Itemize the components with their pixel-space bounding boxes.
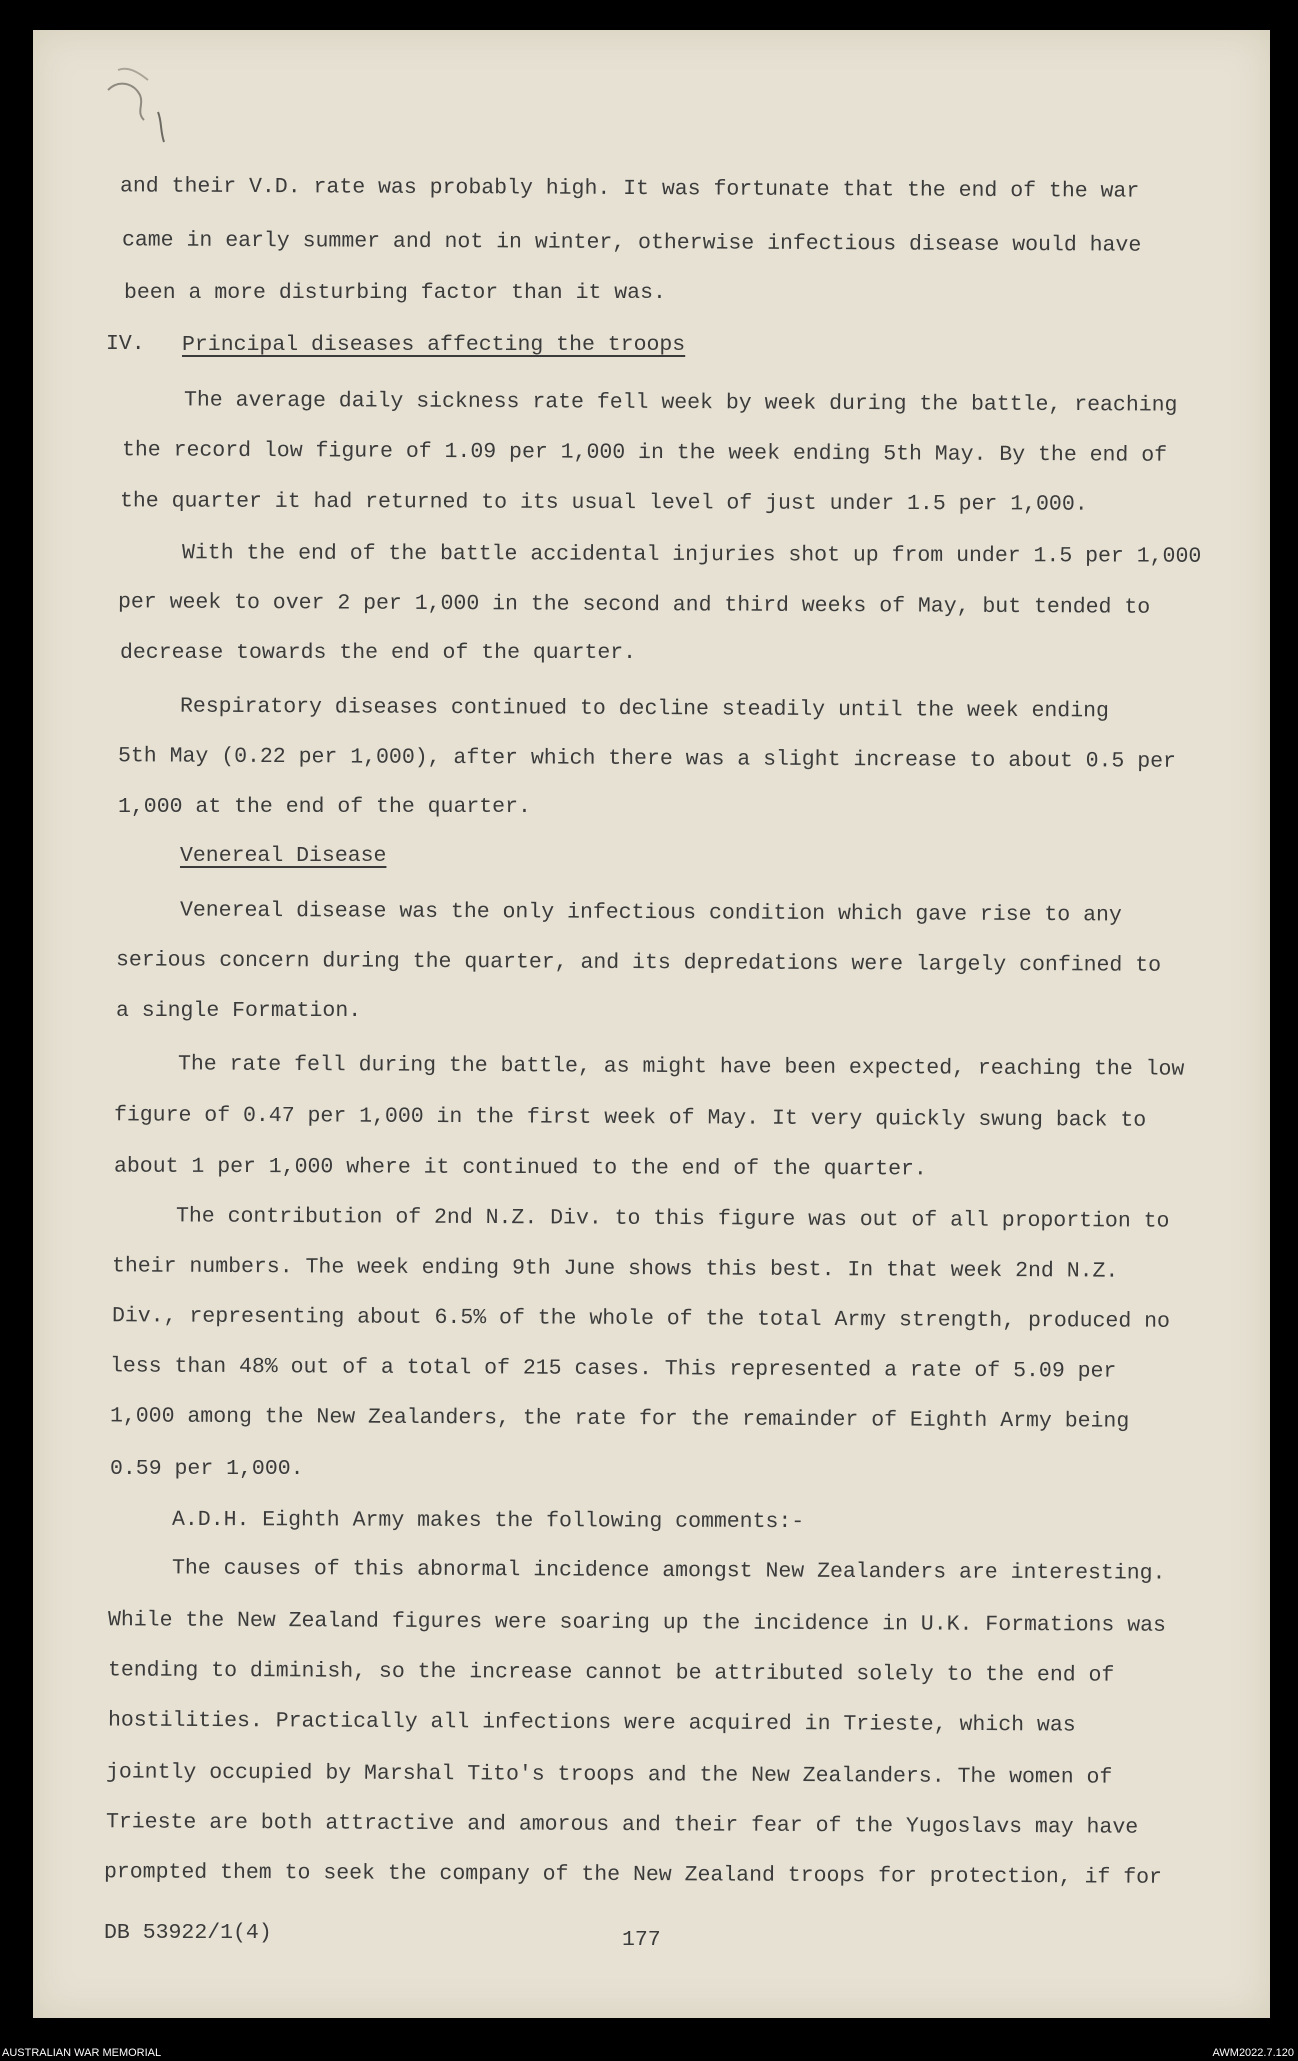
text-line: about 1 per 1,000 where it continued to the end of the quarter. bbox=[113, 1154, 927, 1182]
text-line: The rate fell during the battle, as might have been expected, reaching the low bbox=[177, 1052, 1185, 1082]
text-line: Venereal disease was the only infectious condition which gave rise to any bbox=[179, 898, 1122, 928]
text-line: and their V.D. rate was probably high. It was fortunate that the end of the war bbox=[119, 174, 1140, 204]
archive-footer bbox=[0, 2045, 1298, 2061]
text-line: Respiratory diseases continued to decline steadily until the week ending bbox=[179, 694, 1110, 724]
text-line: The contribution of 2nd N.Z. Div. to this figure was out of all proportion to bbox=[175, 1204, 1170, 1234]
text-line: jointly occupied by Marshal Tito's troops and the New Zealanders. The women of bbox=[105, 1760, 1113, 1790]
section-heading: Principal diseases affecting the troops bbox=[182, 333, 686, 357]
text-line: While the New Zealand figures were soaring up the incidence in U.K. Formations was bbox=[107, 1608, 1167, 1638]
text-line: 1,000 among the New Zealanders, the rate for the remainder of Eighth Army being bbox=[109, 1404, 1130, 1434]
text-line: figure of 0.47 per 1,000 in the first week of May. It very quickly swung back to bbox=[113, 1103, 1147, 1133]
text-line: the quarter it had returned to its usual level of just under 1.5 per 1,000. bbox=[119, 489, 1088, 517]
footer-catalogue-id: AWM2022.7.120 bbox=[1212, 2047, 1294, 2059]
text-line: The average daily sickness rate fell week by week during the battle, reaching bbox=[183, 388, 1178, 418]
text-line: decrease towards the end of the quarter. bbox=[120, 641, 637, 665]
text-line: 1,000 at the end of the quarter. bbox=[118, 795, 531, 819]
text-line: 5th May (0.22 per 1,000), after which there was a slight increase to about 0.5 per bbox=[117, 744, 1177, 774]
text-line: The causes of this abnormal incidence amongst New Zealanders are interesting. bbox=[171, 1556, 1166, 1586]
text-line: their numbers. The week ending 9th June shows this best. In that week 2nd N.Z. bbox=[111, 1254, 1119, 1284]
text-line: been a more disturbing factor than it was. bbox=[124, 281, 666, 305]
text-line: per week to over 2 per 1,000 in the second and third weeks of May, but tended to bbox=[117, 590, 1151, 620]
text-line: prompted them to seek the company of the New Zealand troops for protection, if for bbox=[103, 1860, 1163, 1890]
text-line: Trieste are both attractive and amorous and their fear of the Yugoslavs may have bbox=[105, 1810, 1139, 1840]
text-line: With the end of the battle accidental injuries shot up from under 1.5 per 1,000 bbox=[181, 541, 1202, 569]
text-line: came in early summer and not in winter, otherwise infectious disease would have bbox=[121, 228, 1142, 258]
text-line: 0.59 per 1,000. bbox=[110, 1457, 304, 1481]
text-line: a single Formation. bbox=[116, 999, 362, 1023]
text-line: less than 48% out of a total of 215 cases. This represented a rate of 5.09 per bbox=[109, 1354, 1117, 1384]
document-reference: DB 53922/1(4) bbox=[104, 1921, 272, 1945]
text-line: serious concern during the quarter, and its depredations were largely confined to bbox=[115, 948, 1162, 978]
text-line: Div., representing about 6.5% of the whole of the total Army strength, produced no bbox=[111, 1304, 1171, 1334]
page-number: 177 bbox=[622, 1928, 661, 1952]
subsection-heading: Venereal Disease bbox=[180, 844, 387, 868]
text-line: hostilities. Practically all infections were acquired in Trieste, which was bbox=[107, 1708, 1076, 1738]
text-line: the record low figure of 1.09 per 1,000 in the week ending 5th May. By the end of bbox=[121, 438, 1168, 468]
footer-institution: AUSTRALIAN WAR MEMORIAL bbox=[2, 2047, 162, 2059]
text-line: A.D.H. Eighth Army makes the following comments:- bbox=[171, 1507, 805, 1535]
text-line: tending to diminish, so the increase cannot be attributed solely to the end of bbox=[107, 1658, 1115, 1688]
paper-fold-mark bbox=[78, 50, 188, 150]
section-numeral: IV. bbox=[106, 332, 145, 356]
